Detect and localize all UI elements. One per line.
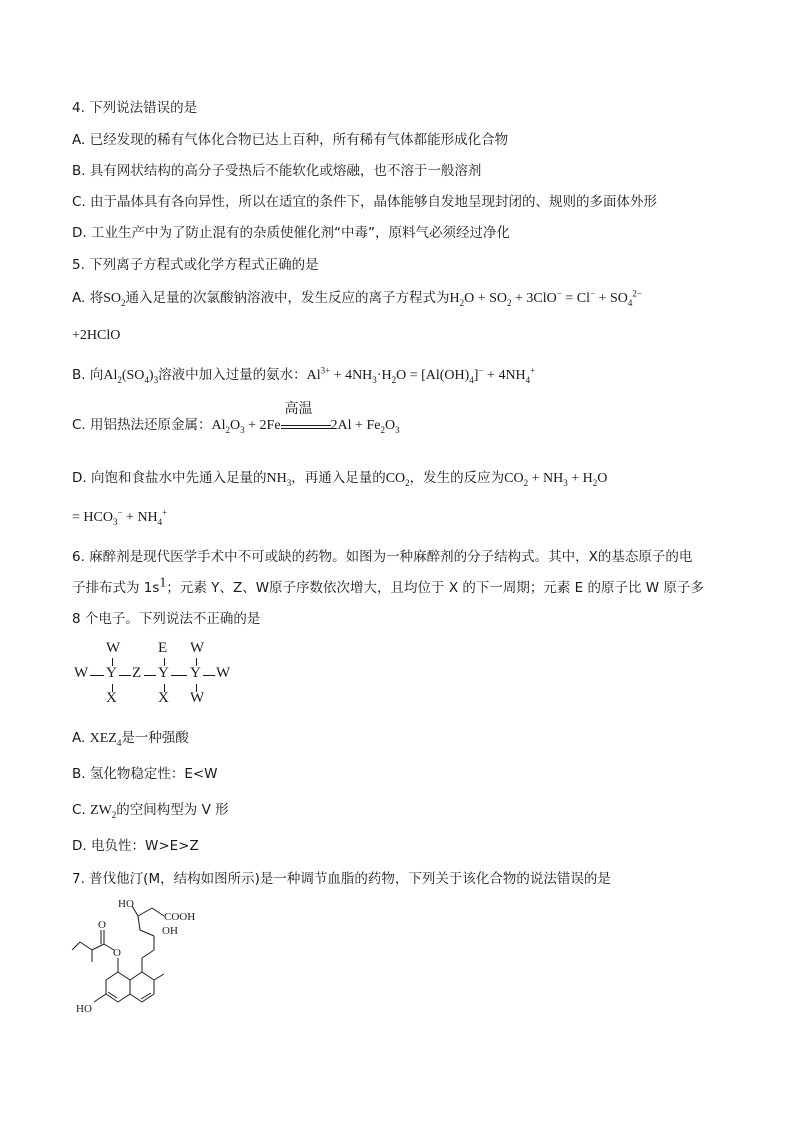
q6-option-a: A. $XEZ_4$是一种强酸	[72, 730, 189, 748]
q5-stem: 5. 下列离子方程式或化学方程式正确的是	[72, 257, 319, 273]
atom-y3: Y	[190, 665, 201, 681]
q6-stem-line2: 子排布式为 $1s^1$；元素 Y、Z、W原子序数依次增大，且均位于 X 的下一周期；元素 E 的原子比 W 原子多	[72, 575, 704, 596]
label-ho-bottom: HO	[76, 1003, 92, 1015]
label-cooh: COOH	[164, 911, 196, 923]
q4-option-c: C. 由于晶体具有各向异性，所以在适宜的条件下，晶体能够自发地呈现封闭的、规则的多面体外形	[72, 194, 658, 210]
q4-option-d: D. 工业生产中为了防止混有的杂质使催化剂“中毒”，原料气必须经过净化	[72, 225, 510, 241]
q7-stem: 7. 普伐他汀(M，结构如图所示)是一种调节血脂的药物，下列关于该化合物的说法错误的是	[72, 871, 611, 887]
q7-molecule-structure	[70, 894, 210, 1018]
q5-option-a: A. 将$SO_2$通入足量的次氯酸钠溶液中，发生反应的离子方程式为$H_2O + SO_2 + 3ClO^- = Cl^- + SO_4^{2-}$	[72, 288, 642, 308]
q6-stem-line1: 6. 麻醉剂是现代医学手术中不可或缺的药物。如图为一种麻醉剂的分子结构式。其中，X的基态原子的电	[72, 549, 693, 565]
atom-w-left: W	[74, 665, 89, 681]
atom-w-top2: W	[190, 640, 205, 656]
q6-option-c: C. $ZW_2$的空间构型为 V 形	[72, 802, 229, 820]
atom-w-right: W	[216, 665, 231, 681]
label-o-ester: O	[113, 947, 121, 959]
reaction-condition-arrow: 高温	[281, 417, 331, 429]
q5-option-b: B. 向$Al_2(SO_4)_3$溶液中加入过量的氨水：$Al^{3+} + 4NH_3\cdot H_2O = [Al(OH)_4]^- + 4NH_4^+$	[72, 365, 536, 385]
q6-stem-line3: 8 个电子。下列说法不正确的是	[72, 611, 261, 627]
label-oh: OH	[162, 925, 178, 937]
atom-x-bottom2: X	[158, 690, 169, 706]
q5-option-a-cont: +2HClO	[72, 328, 121, 343]
atom-x-bottom1: X	[106, 690, 117, 706]
q5-option-d-cont: = $HCO_3^- + NH_4^+$	[72, 507, 168, 527]
q4-option-b: B. 具有网状结构的高分子受热后不能软化或熔融，也不溶于一般溶剂	[72, 163, 482, 179]
q4-stem: 4. 下列说法错误的是	[72, 100, 198, 116]
label-o-carbonyl: O	[98, 919, 106, 931]
q4-option-a: A. 已经发现的稀有气体化合物已达上百种，所有稀有气体都能形成化合物	[72, 132, 509, 148]
q6-option-d: D. 电负性：W>E>Z	[72, 838, 199, 854]
atom-w-bottom: W	[190, 690, 205, 706]
q5-option-c: C. 用铝热法还原金属：$Al_2O_3 + 2Fe$ 高温 $2Al + Fe_2O_3$	[72, 401, 400, 435]
q6-molecule-structure	[74, 638, 244, 710]
q5-option-d: D. 向饱和食盐水中先通入足量的$NH_3$，再通入足量的$CO_2$，发生的反应为$CO_2 + NH_3 + H_2O$	[72, 470, 608, 488]
q6-option-b: B. 氢化物稳定性：E<W	[72, 766, 218, 782]
atom-y1: Y	[106, 665, 117, 681]
atom-y2: Y	[158, 665, 169, 681]
atom-z: Z	[132, 665, 142, 681]
atom-w-top1: W	[106, 640, 121, 656]
label-ho-top: HO	[118, 898, 134, 910]
atom-e-top: E	[158, 640, 168, 656]
